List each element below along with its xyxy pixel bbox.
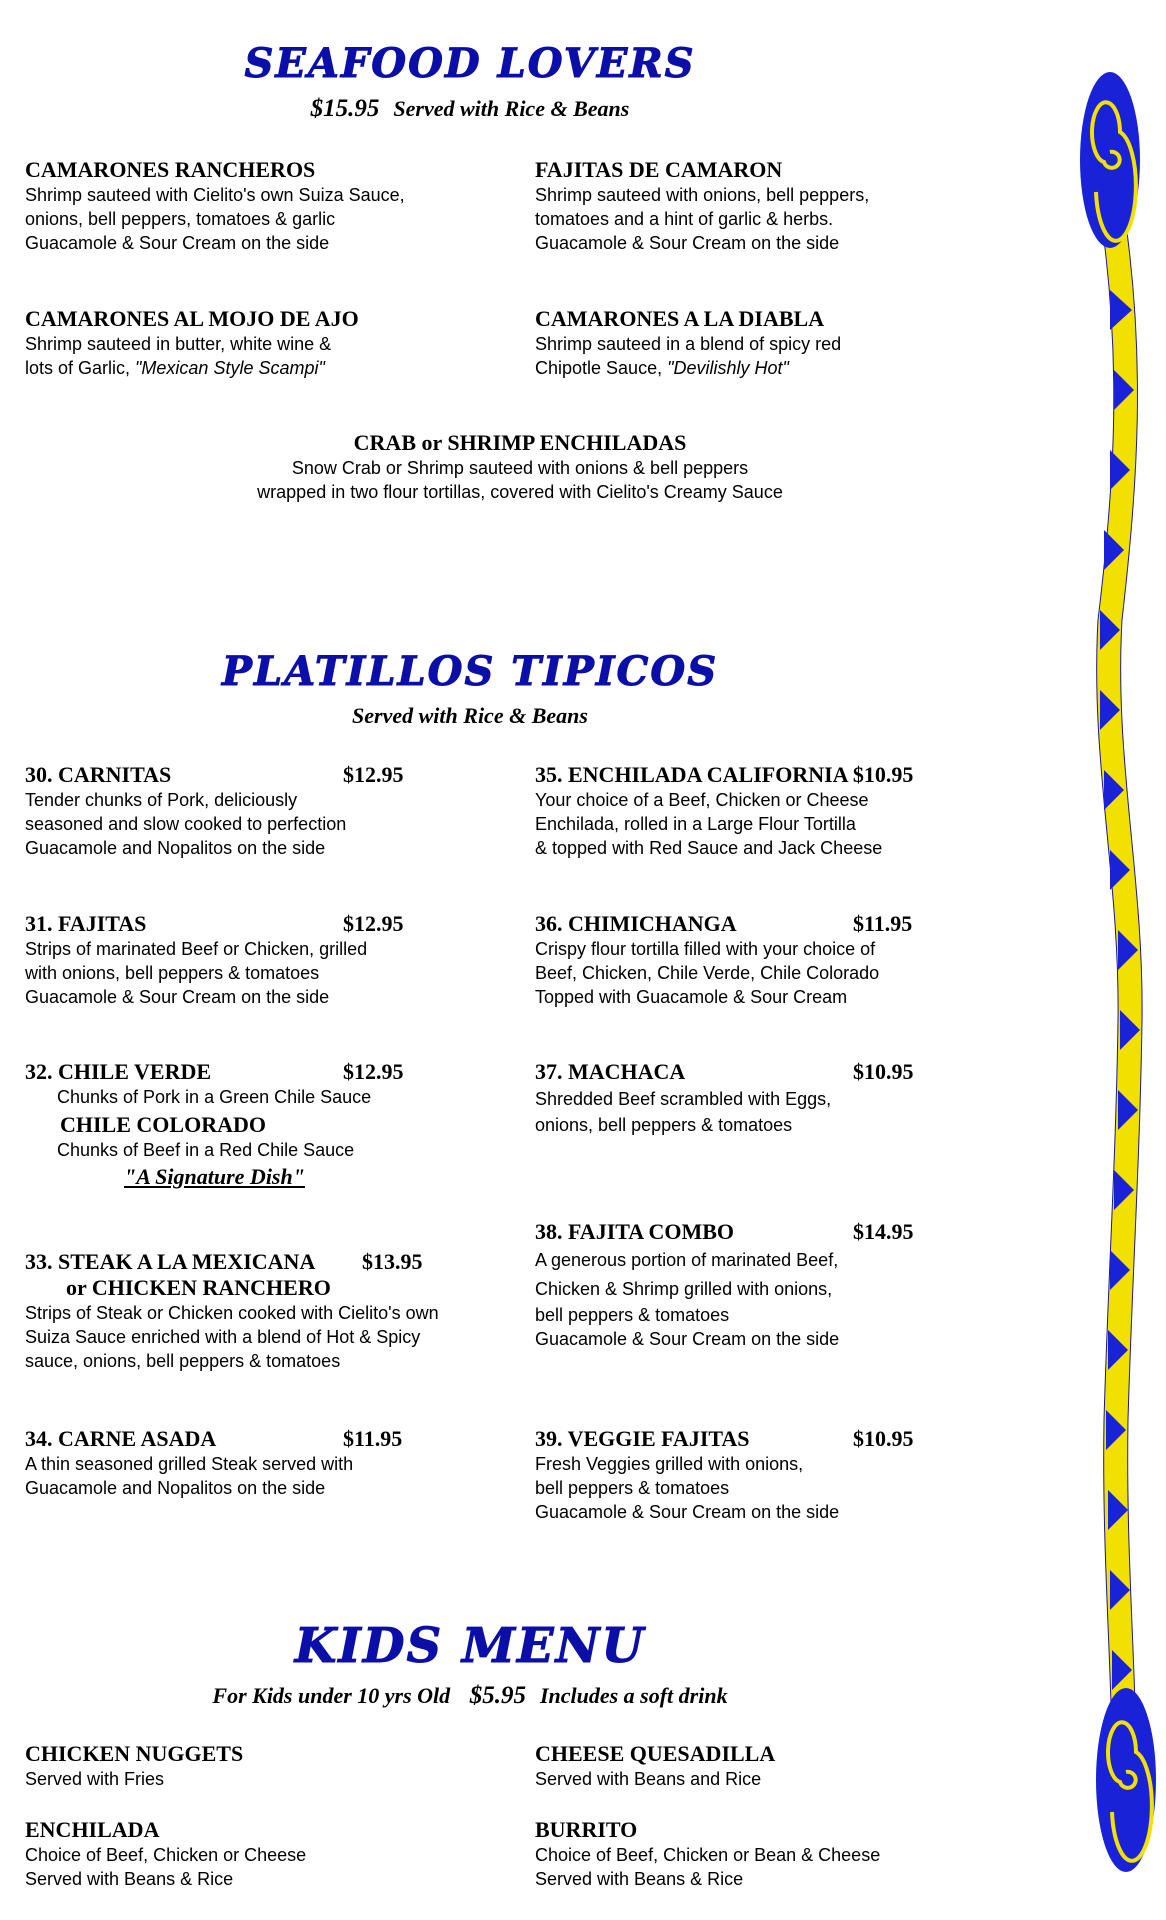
item-desc: Shredded Beef scrambled with Eggs, <box>535 1089 832 1109</box>
item-name: 33. STEAK A LA MEXICANA <box>25 1249 316 1274</box>
item-alt-name: or CHICKEN RANCHERO <box>66 1275 331 1300</box>
item-price: $13.95 <box>362 1249 423 1274</box>
menu-item <box>535 762 913 860</box>
item-name: 39. VEGGIE FAJITAS <box>535 1426 750 1451</box>
spiral-bottom-icon <box>1096 1688 1156 1872</box>
item-desc: with onions, bell peppers & tomatoes <box>25 963 320 983</box>
item-price: $11.95 <box>343 1426 403 1451</box>
item-price: $12.95 <box>343 1059 404 1084</box>
item-desc: Served with Fries <box>25 1769 165 1789</box>
item-desc: A generous portion of marinated Beef, <box>535 1250 839 1270</box>
menu-item <box>25 306 359 380</box>
menu-item <box>25 157 405 255</box>
seafood-price: $15.95 <box>310 95 380 122</box>
seafood-subtitle <box>120 95 820 123</box>
item-desc <box>535 356 841 380</box>
kids-note-post: Includes a soft drink <box>539 1683 728 1708</box>
item-desc: Choice of Beef, Chicken or Bean & Cheese <box>535 1845 881 1865</box>
menu-item <box>25 1817 306 1891</box>
desc-prefix: Chipotle Sauce, <box>535 358 668 378</box>
item-alt-name: CHILE COLORADO <box>60 1112 266 1137</box>
item-desc: seasoned and slow cooked to perfection <box>25 814 347 834</box>
item-desc: Guacamole & Sour Cream on the side <box>535 1329 840 1349</box>
item-desc: Chunks of Beef in a Red Chile Sauce <box>57 1140 355 1160</box>
item-price: $12.95 <box>343 762 404 787</box>
platillos-note: Served with Rice & Beans <box>352 703 588 728</box>
item-name: ENCHILADA <box>25 1817 160 1842</box>
menu-item <box>25 1059 371 1190</box>
menu-item <box>535 1219 839 1351</box>
item-desc: Served with Beans and Rice <box>535 1769 762 1789</box>
item-desc: Shrimp sauteed in a blend of spicy red <box>535 334 842 354</box>
item-desc: Served with Beans & Rice <box>535 1869 744 1889</box>
item-desc: tomatoes and a hint of garlic & herbs. <box>535 209 834 229</box>
item-desc: Guacamole & Sour Cream on the side <box>535 233 840 253</box>
signature-dish-label: "A Signature Dish" <box>124 1164 305 1189</box>
item-desc: Enchilada, rolled in a Large Flour Tortilla <box>535 814 856 834</box>
item-desc: Your choice of a Beef, Chicken or Cheese <box>535 790 869 810</box>
item-price: $10.95 <box>853 1426 914 1451</box>
item-name: 38. FAJITA COMBO <box>535 1219 735 1244</box>
menu-item <box>535 157 869 255</box>
menu-item <box>25 911 367 1009</box>
menu-item <box>535 1426 839 1524</box>
item-desc: Crispy flour tortilla filled with your choice of <box>535 939 876 959</box>
desc-prefix: lots of Garlic, <box>25 358 136 378</box>
item-desc: Guacamole & Sour Cream on the side <box>535 1502 840 1522</box>
item-desc: wrapped in two flour tortillas, covered with Cielito's Creamy Sauce <box>257 482 783 502</box>
item-name: 35. ENCHILADA CALIFORNIA $10.95 <box>535 762 914 787</box>
menu-item <box>535 306 841 380</box>
item-desc: Choice of Beef, Chicken or Cheese <box>25 1845 307 1865</box>
item-name: BURRITO <box>535 1817 638 1842</box>
item-desc: Guacamole and Nopalitos on the side <box>25 838 326 858</box>
menu-item <box>25 1741 243 1791</box>
menu-item <box>25 1426 353 1500</box>
item-desc: Beef, Chicken, Chile Verde, Chile Colorado <box>535 963 880 983</box>
seafood-note: Served with Rice & Beans <box>393 96 630 121</box>
item-desc: Strips of marinated Beef or Chicken, grilled <box>25 939 368 959</box>
item-desc: Guacamole and Nopalitos on the side <box>25 1478 326 1498</box>
item-desc: Guacamole & Sour Cream on the side <box>25 233 330 253</box>
item-name: 31. FAJITAS <box>25 911 147 936</box>
menu-item <box>535 1741 775 1791</box>
item-name: CHEESE QUESADILLA <box>535 1741 776 1766</box>
item-name: FAJITAS DE CAMARON <box>535 157 783 182</box>
spiral-top-icon <box>1080 72 1140 248</box>
item-name: 36. CHIMICHANGA <box>535 911 737 936</box>
item-name: 37. MACHACA <box>535 1059 686 1084</box>
item-price: $10.95 <box>853 1059 914 1084</box>
item-desc: bell peppers & tomatoes <box>535 1305 730 1325</box>
item-name: 32. CHILE VERDE <box>25 1059 212 1084</box>
seafood-title: SEAFOOD LOVERS <box>244 40 696 87</box>
item-desc: Served with Beans & Rice <box>25 1869 234 1889</box>
menu-item <box>120 430 920 504</box>
menu-item <box>535 911 879 1009</box>
decorative-staff <box>1060 60 1160 1880</box>
item-price: $14.95 <box>853 1219 914 1244</box>
item-desc <box>25 356 359 380</box>
item-desc: Suiza Sauce enriched with a blend of Hot & Spicy <box>25 1327 421 1347</box>
menu-item <box>535 1817 880 1891</box>
item-desc: Fresh Veggies grilled with onions, <box>535 1454 804 1474</box>
item-desc: sauce, onions, bell peppers & tomatoes <box>25 1351 341 1371</box>
item-name: 34. CARNE ASADA <box>25 1426 217 1451</box>
item-name: CAMARONES AL MOJO DE AJO <box>25 306 359 331</box>
item-desc: Guacamole & Sour Cream on the side <box>25 987 330 1007</box>
item-desc: onions, bell peppers, tomatoes & garlic <box>25 209 336 229</box>
item-desc: bell peppers & tomatoes <box>535 1478 730 1498</box>
item-desc: Chunks of Pork in a Green Chile Sauce <box>57 1087 372 1107</box>
item-desc: onions, bell peppers & tomatoes <box>535 1115 793 1135</box>
item-desc: Tender chunks of Pork, deliciously <box>25 790 298 810</box>
kids-subtitle <box>120 1682 820 1710</box>
item-desc: Chicken & Shrimp grilled with onions, <box>535 1279 833 1299</box>
item-name: CHICKEN NUGGETS <box>25 1741 244 1766</box>
item-desc: Shrimp sauteed with Cielito's own Suiza Sauce, <box>25 185 405 205</box>
item-desc: Topped with Guacamole & Sour Cream <box>535 987 848 1007</box>
item-price: $10.95 <box>852 762 914 787</box>
platillos-title: PLATILLOS TIPICOS <box>221 648 719 695</box>
kids-price: $5.95 <box>469 1682 526 1709</box>
item-desc: Strips of Steak or Chicken cooked with Cielito's own <box>25 1303 439 1323</box>
item-desc: Snow Crab or Shrimp sauteed with onions & bell peppers <box>291 458 749 478</box>
menu-item <box>535 1059 831 1137</box>
item-price: $12.95 <box>343 911 404 936</box>
item-price: $11.95 <box>853 911 913 936</box>
desc-italic: "Mexican Style Scampi" <box>135 358 325 378</box>
item-desc: A thin seasoned grilled Steak served with <box>25 1454 354 1474</box>
item-desc: Shrimp sauteed with onions, bell peppers, <box>535 185 870 205</box>
item-name: 30. CARNITAS <box>25 762 172 787</box>
item-desc: Shrimp sauteed in butter, white wine & <box>25 334 332 354</box>
kids-note-pre: For Kids under 10 yrs Old <box>212 1683 451 1708</box>
desc-italic: "Devilishly Hot" <box>667 358 789 378</box>
kids-title: KIDS MENU <box>294 1618 646 1674</box>
item-name: CRAB or SHRIMP ENCHILADAS <box>353 430 687 455</box>
item-name: CAMARONES A LA DIABLA <box>535 306 825 331</box>
menu-item <box>25 762 346 860</box>
item-name: CAMARONES RANCHEROS <box>25 157 316 182</box>
item-desc: & topped with Red Sauce and Jack Cheese <box>535 838 883 858</box>
